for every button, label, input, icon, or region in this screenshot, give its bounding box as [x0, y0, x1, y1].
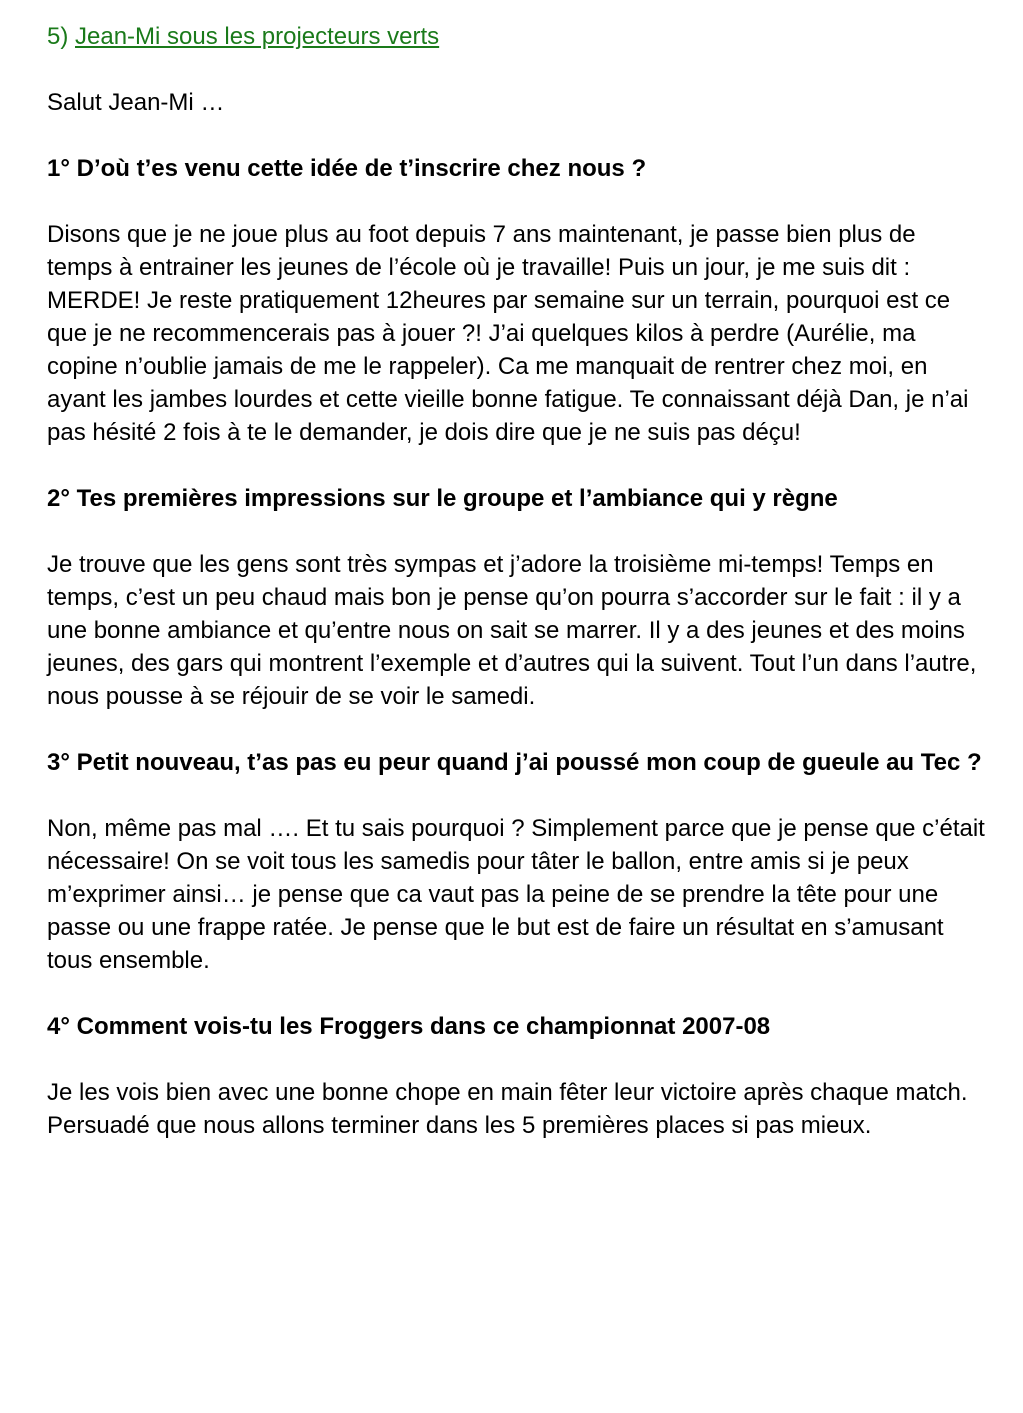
question-2: 2° Tes premières impressions sur le groupe et l’ambiance qui y règne [47, 485, 838, 512]
spacer [47, 449, 987, 482]
article-title [47, 20, 987, 53]
answer-4: Je les vois bien avec une bonne chope en main fêter leur victoire après chaque match. Persuadé que nous allons terminer dans les 5 premières places si pas mieux. [47, 1079, 968, 1139]
spacer [47, 119, 987, 152]
spacer [47, 185, 987, 218]
spacer [47, 515, 987, 548]
spacer [47, 713, 987, 746]
question-3: 3° Petit nouveau, t’as pas eu peur quand j’ai poussé mon coup de gueule au Tec ? [47, 749, 982, 776]
spacer [47, 779, 987, 812]
greeting: Salut Jean-Mi … [47, 89, 225, 116]
title-text: Jean-Mi sous les projecteurs verts [75, 23, 440, 50]
question-1: 1° D’où t’es venu cette idée de t’inscrire chez nous ? [47, 155, 647, 182]
spacer [47, 977, 987, 1010]
answer-1: Disons que je ne joue plus au foot depuis 7 ans maintenant, je passe bien plus de temps à entrainer les jeunes de l’école où je travaille! Puis un jour, je me suis dit : MERDE! Je reste pratiquement 12heures par semaine sur un terrain, pourquoi est ce que je ne recommencerais pas à jouer ?! J’ai quelques kilos à perdre (Aurélie, ma copine n’oublie jamais de me le rappeler). Ca me manquait de rentrer chez moi, en ayant les jambes lourdes et cette vieille bonne fatigue. Te connaissant déjà Dan, je n’ai pas hésité 2 fois à te le demander, je dois dire que je ne suis pas déçu! [47, 221, 969, 446]
article-body [47, 20, 987, 1142]
spacer [47, 1043, 987, 1076]
answer-3: Non, même pas mal …. Et tu sais pourquoi ? Simplement parce que je pense que c’était nécessaire! On se voit tous les samedis pour tâter le ballon, entre amis si je peux m’exprimer ainsi… je pense que ca vaut pas la peine de se prendre la tête pour une passe ou une frappe ratée. Je pense que le but est de faire un résultat en s’amusant tous ensemble. [47, 815, 985, 974]
title-number: 5) [47, 23, 69, 50]
question-4: 4° Comment vois-tu les Froggers dans ce championnat 2007-08 [47, 1013, 771, 1040]
spacer [47, 53, 987, 86]
answer-2: Je trouve que les gens sont très sympas et j’adore la troisième mi-temps! Temps en temps, c’est un peu chaud mais bon je pense qu’on pourra s’accorder sur le fait : il y a une bonne ambiance et qu’entre nous on sait se marrer. Il y a des jeunes et des moins jeunes, des gars qui montrent l’exemple et d’autres qui la suivent. Tout l’un dans l’autre, nous pousse à se réjouir de se voir le samedi. [47, 551, 977, 710]
